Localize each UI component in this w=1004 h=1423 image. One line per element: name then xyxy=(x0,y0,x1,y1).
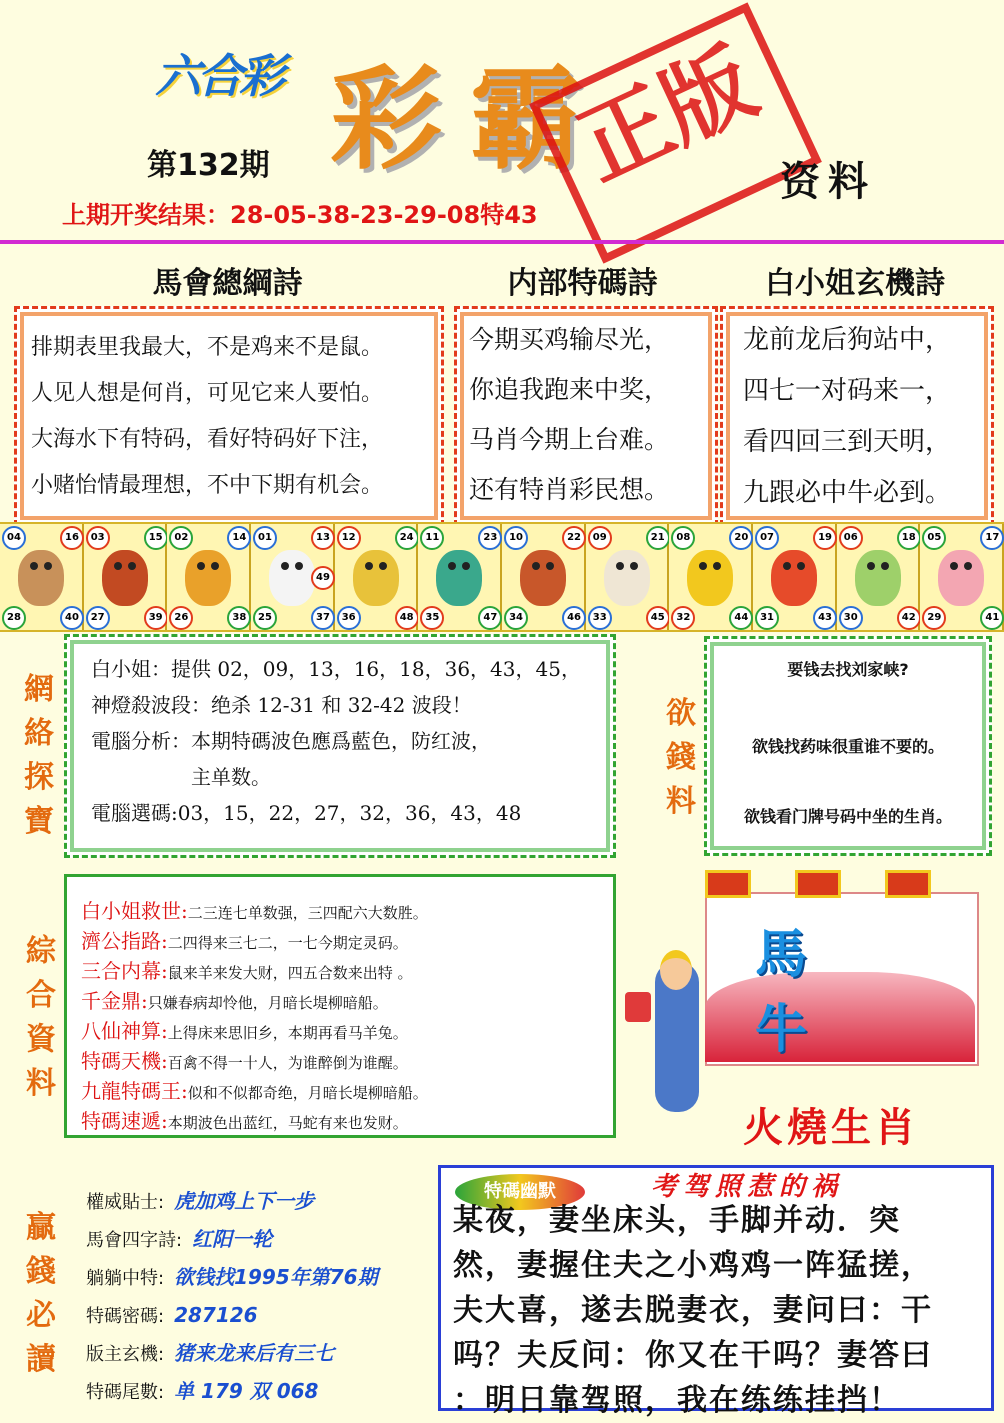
rat-icon xyxy=(18,550,64,606)
number-ball: 12 xyxy=(337,526,361,550)
zodiac-cell-dragon xyxy=(335,524,419,630)
number-ball: 48 xyxy=(395,606,419,630)
number-ball: 47 xyxy=(478,606,502,630)
header-divider xyxy=(0,240,1004,244)
comprehensive-key: 九龍特碼王: xyxy=(81,1079,188,1103)
number-ball: 30 xyxy=(839,606,863,630)
poem2-line: 还有特肖彩民想。 xyxy=(469,475,670,504)
poem3-line: 九跟必中牛必到。 xyxy=(743,478,952,508)
number-ball: 42 xyxy=(897,606,921,630)
chimney xyxy=(885,870,931,898)
number-ball: 05 xyxy=(922,526,946,550)
rabbit-icon xyxy=(269,550,315,606)
zodiac-cell-horse xyxy=(502,524,586,630)
number-ball: 26 xyxy=(169,606,193,630)
winning-key: 權威貼士: xyxy=(86,1192,165,1213)
number-ball: 49 xyxy=(311,566,335,590)
number-ball: 06 xyxy=(839,526,863,550)
comprehensive-item xyxy=(81,957,428,987)
horse-icon xyxy=(520,550,566,606)
poem3-line: 龙前龙后狗站中， xyxy=(743,325,952,355)
zodiac-cell-goat xyxy=(586,524,670,630)
comprehensive-key: 三合内幕: xyxy=(81,959,168,983)
painter-head xyxy=(660,950,692,990)
label-char: 讀 xyxy=(26,1342,56,1377)
number-ball: 16 xyxy=(60,526,84,550)
header-subtitle: 资料 xyxy=(780,159,876,205)
poem3-line: 看四回三到天明， xyxy=(743,427,952,457)
winning-value: 猪来龙来后有三七 xyxy=(174,1341,335,1365)
snake-icon xyxy=(436,550,482,606)
winning-key: 版主玄機: xyxy=(86,1344,165,1365)
winning-key: 躺躺中特: xyxy=(86,1268,165,1289)
number-ball: 10 xyxy=(504,526,528,550)
network-line: 電腦分析：本期特碼波色應爲藍色，防红波， xyxy=(91,729,491,753)
poem1-line: 排期表里我最大，不是鸡来不是鼠。 xyxy=(31,335,384,360)
winning-item xyxy=(86,1259,378,1297)
poem3-line: 四七一对码来一， xyxy=(743,376,952,406)
comprehensive-panel xyxy=(64,874,616,1138)
chimney xyxy=(795,870,841,898)
number-ball: 38 xyxy=(227,606,251,630)
winning-value: 单 179 双 068 xyxy=(174,1379,319,1403)
joke-badge: 特碼幽默 xyxy=(455,1174,585,1210)
number-ball: 37 xyxy=(311,606,335,630)
winning-label xyxy=(24,1206,58,1382)
comprehensive-value: 鼠来羊来发大财，四五合数来出特 。 xyxy=(167,964,413,982)
chimney xyxy=(705,870,751,898)
want-money-line: 欲钱看门牌号码中坐的生肖。 xyxy=(743,807,952,826)
comprehensive-value: 只嫌春病却怜他，月暗长堤柳暗船。 xyxy=(147,994,388,1012)
winning-key: 特碼尾數: xyxy=(86,1382,165,1403)
zodiac-cell-tiger xyxy=(167,524,251,630)
zodiac-cell-rat xyxy=(0,524,84,630)
comprehensive-value: 上得床来思旧乡，本期再看马羊兔。 xyxy=(167,1024,408,1042)
number-ball: 17 xyxy=(980,526,1004,550)
number-ball: 09 xyxy=(588,526,612,550)
logo-char-ba: 霸 xyxy=(470,54,582,185)
zodiac-cell-snake xyxy=(418,524,502,630)
want-money-label xyxy=(664,692,698,824)
joke-line: ：明日靠驾照，我在练练挂挡！ xyxy=(453,1383,901,1418)
label-char: 贏 xyxy=(26,1210,56,1245)
zodiac-strip xyxy=(0,522,1004,632)
number-ball: 32 xyxy=(671,606,695,630)
poem1-line: 人见人想是何肖，可见它来人要怕。 xyxy=(31,381,384,406)
comprehensive-label xyxy=(24,930,58,1106)
last-result: 上期开奖结果：28-05-38-23-29-08特43 xyxy=(62,201,538,229)
number-ball: 45 xyxy=(646,606,670,630)
number-ball: 11 xyxy=(420,526,444,550)
header xyxy=(0,0,1004,240)
comprehensive-item xyxy=(81,987,428,1017)
zhengban-stamp: 正版 xyxy=(529,2,822,263)
label-char: 料 xyxy=(26,1066,56,1101)
number-ball: 15 xyxy=(144,526,168,550)
label-char: 錢 xyxy=(666,740,696,775)
monkey-icon xyxy=(687,550,733,606)
number-ball: 44 xyxy=(729,606,753,630)
zodiac-cell-ox xyxy=(84,524,168,630)
goat-icon xyxy=(604,550,650,606)
label-char: 絡 xyxy=(24,716,54,751)
pig-icon xyxy=(938,550,984,606)
want-money-panel xyxy=(704,636,992,856)
comprehensive-value: 二三连七单数强，三四配六大数胜。 xyxy=(187,904,428,922)
poem-panel-3 xyxy=(720,306,994,526)
poem1-line: 小赌怡情最理想，不中下期有机会。 xyxy=(31,473,384,498)
dog-icon xyxy=(855,550,901,606)
zodiac-cell-pig xyxy=(920,524,1004,630)
comprehensive-item xyxy=(81,1107,428,1137)
comprehensive-key: 特碼天機: xyxy=(81,1049,168,1073)
network-line: 神燈殺波段：绝杀 12-31 和 32-42 波段！ xyxy=(91,693,472,717)
poem-panel-1 xyxy=(14,306,444,526)
comprehensive-item xyxy=(81,1017,428,1047)
number-ball: 40 xyxy=(60,606,84,630)
want-money-line: 要钱去找刘家峡? xyxy=(787,660,909,679)
number-ball: 25 xyxy=(253,606,277,630)
zodiac-cell-rabbit xyxy=(251,524,335,630)
number-ball: 13 xyxy=(311,526,335,550)
number-ball: 02 xyxy=(169,526,193,550)
number-ball: 20 xyxy=(729,526,753,550)
number-ball: 18 xyxy=(897,526,921,550)
number-ball: 36 xyxy=(337,606,361,630)
logo-char-cai: 彩 xyxy=(330,54,442,185)
comprehensive-key: 八仙神算: xyxy=(81,1019,168,1043)
number-ball: 08 xyxy=(671,526,695,550)
number-ball: 24 xyxy=(395,526,419,550)
comprehensive-item xyxy=(81,1047,428,1077)
network-line: 白小姐：提供 02，09，13，16，18，36，43，45， xyxy=(91,657,581,681)
number-ball: 28 xyxy=(2,606,26,630)
number-ball: 03 xyxy=(86,526,110,550)
winning-key: 馬會四字詩: xyxy=(86,1230,183,1251)
label-char: 探 xyxy=(24,760,54,795)
want-money-line: 欲钱找药味很重谁不要的。 xyxy=(751,737,944,756)
number-ball: 43 xyxy=(813,606,837,630)
label-char: 合 xyxy=(26,978,56,1013)
joke-line: 夫大喜，遂去脱妻衣，妻问曰：干 xyxy=(453,1293,933,1328)
number-ball: 27 xyxy=(86,606,110,630)
poem2-line: 你追我跑来中奖， xyxy=(469,375,670,404)
poem1-line: 大海水下有特码，看好特码好下注， xyxy=(31,427,384,452)
joke-title: 考驾照惹的祸 xyxy=(651,1172,844,1202)
number-ball: 33 xyxy=(588,606,612,630)
number-ball: 07 xyxy=(755,526,779,550)
comprehensive-key: 濟公指路: xyxy=(81,929,168,953)
number-ball: 14 xyxy=(227,526,251,550)
fire-zodiac-caption: 火燒生肖 xyxy=(743,1104,919,1151)
comprehensive-key: 千金鼎: xyxy=(81,989,148,1013)
tiger-icon xyxy=(185,550,231,606)
issue-number: 第132期 xyxy=(147,148,270,183)
poem-title-2: 内部特碼詩 xyxy=(507,266,658,301)
comprehensive-item xyxy=(81,1077,428,1107)
zodiac-cell-rooster xyxy=(753,524,837,630)
winning-item xyxy=(86,1297,378,1335)
number-ball: 19 xyxy=(813,526,837,550)
number-ball: 01 xyxy=(253,526,277,550)
winning-key: 特碼密碼: xyxy=(86,1306,165,1327)
zodiac-cell-dog xyxy=(837,524,921,630)
winning-value: 红阳一轮 xyxy=(192,1227,273,1251)
poem-panel-2 xyxy=(454,306,718,526)
dragon-icon xyxy=(353,550,399,606)
billboard-sign: 馬 牛 xyxy=(755,924,848,1060)
network-label xyxy=(22,668,56,844)
comprehensive-key: 白小姐救世: xyxy=(81,899,188,923)
rooster-icon xyxy=(771,550,817,606)
zodiac-cell-monkey xyxy=(669,524,753,630)
winning-item xyxy=(86,1373,378,1411)
winning-item xyxy=(86,1183,378,1221)
number-ball: 39 xyxy=(144,606,168,630)
paint-bucket-icon xyxy=(625,992,651,1022)
winning-value: 虎加鸡上下一步 xyxy=(174,1189,315,1213)
comprehensive-value: 似和不似都奇绝，月暗长堤柳暗船。 xyxy=(187,1084,428,1102)
winning-item xyxy=(86,1335,378,1373)
number-ball: 29 xyxy=(922,606,946,630)
logo-liuhecai: 六合彩 xyxy=(155,49,281,103)
number-ball: 31 xyxy=(755,606,779,630)
comprehensive-item xyxy=(81,897,428,927)
joke-panel xyxy=(438,1165,994,1418)
joke-line: 某夜，妻坐床头，手脚并动．突 xyxy=(453,1203,901,1238)
winning-value: 欲钱找1995年第76期 xyxy=(174,1265,378,1289)
poem2-line: 马肖今期上台难。 xyxy=(469,425,670,454)
painter-illustration xyxy=(625,862,995,1162)
network-line: 主单数。 xyxy=(91,765,271,789)
comprehensive-value: 本期波色出蓝红，马蛇有来也发财。 xyxy=(167,1114,408,1132)
poem2-line: 今期买鸡输尽光， xyxy=(469,325,670,354)
number-ball: 21 xyxy=(646,526,670,550)
joke-line: 吗？夫反问：你又在干吗？妻答曰 xyxy=(453,1338,933,1373)
ox-icon xyxy=(102,550,148,606)
number-ball: 23 xyxy=(478,526,502,550)
comprehensive-key: 特碼速遞: xyxy=(81,1109,168,1133)
label-char: 欲 xyxy=(666,696,696,731)
winning-list xyxy=(86,1183,378,1411)
network-panel xyxy=(64,634,616,858)
label-char: 料 xyxy=(666,784,696,819)
label-char: 必 xyxy=(26,1298,56,1333)
joke-line: 然，妻握住夫之小鸡鸡一阵猛搓， xyxy=(453,1248,933,1283)
number-ball: 04 xyxy=(2,526,26,550)
poem-title-3: 白小姐玄機詩 xyxy=(765,266,945,301)
comprehensive-value: 百禽不得一十人，为谁醉倒为谁醒。 xyxy=(167,1054,408,1072)
poem-title-1: 馬會總綱詩 xyxy=(152,266,303,301)
winning-item xyxy=(86,1221,378,1259)
label-char: 資 xyxy=(26,1022,56,1057)
comprehensive-value: 二四得来三七二，一七今期定灵码。 xyxy=(167,934,408,952)
comprehensive-item xyxy=(81,927,428,957)
label-char: 寶 xyxy=(24,804,54,839)
number-ball: 34 xyxy=(504,606,528,630)
label-char: 綜 xyxy=(26,934,56,969)
label-char: 錢 xyxy=(26,1254,56,1289)
label-char: 網 xyxy=(24,672,54,707)
network-line: 電腦選碼:03，15，22，27，32，36，43，48 xyxy=(91,801,522,825)
number-ball: 46 xyxy=(562,606,586,630)
number-ball: 41 xyxy=(980,606,1004,630)
number-ball: 35 xyxy=(420,606,444,630)
number-ball: 22 xyxy=(562,526,586,550)
winning-value: 287126 xyxy=(174,1303,258,1327)
